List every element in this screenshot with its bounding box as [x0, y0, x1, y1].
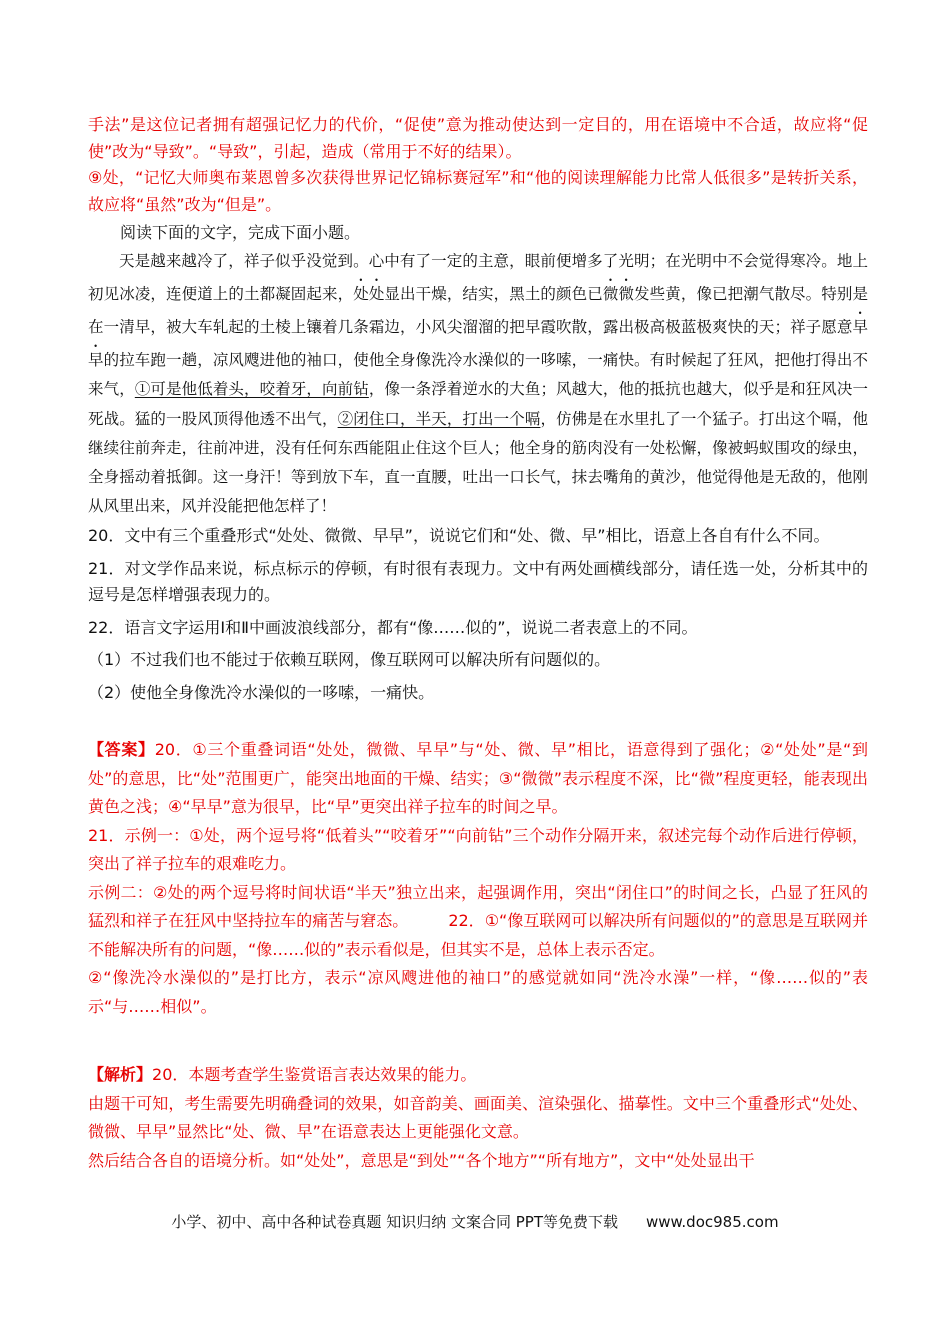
answer-20 [88, 736, 868, 822]
passage-seg: 显出干燥，结实，黑土的颜色已 [384, 284, 603, 303]
answer-section [88, 736, 868, 1021]
passage-seg: ，像一条浮着逆水的大鱼；风越大，他的抵抗也越大，似乎是和狂风决一死战。猛的一股风顶得他透不出气， [88, 380, 868, 428]
passage-seg: 的拉车跑一趟，凉风飕进他的袖口，使他全身像洗冷水澡似的一哆嗦，一痛快。有时候起了狂风，把他打得出不来气， [88, 351, 868, 399]
passage-dotted-zaozao: 早早 [88, 317, 868, 370]
passage-dotted-chuchu: 处处 [353, 284, 385, 303]
passage-underline-2: ②闭住口，半天，打出一个嗝 [337, 409, 541, 428]
analysis-label: 【解析】 [88, 1065, 153, 1085]
analysis-line1-text: 20．本题考查学生鉴赏语言表达效果的能力。 [152, 1065, 477, 1085]
analysis-line2: 由题干可知，考生需要先明确叠词的效果，如音韵美、画面美、渲染强化、描摹性。文中三个重叠形式“处处、微微、早早”显然比“处、微、早”在语意表达上更能强化文意。 [88, 1093, 868, 1142]
footer-site-link[interactable]: www.doc985.com [645, 1213, 779, 1231]
prev-answer-line2: ⑨处，“记忆大师奥布莱恩曾多次获得世界记忆锦标赛冠军”和“他的阅读理解能力比常人低很多”是转折关系，故应将“虽然”改为“但是”。 [88, 168, 868, 214]
answer-21-example-1: 21．示例一：①处，两个逗号将“低着头”“咬着牙”“向前钻”三个动作分隔开来，叙述完每个动作后进行停顿，突出了祥子拉车的艰难吃力。 [88, 825, 868, 874]
footer-text: 小学、初中、高中各种试卷真题 知识归纳 文案合同 PPT等免费下载 [171, 1213, 618, 1231]
passage-seg: ，仿佛是在水里扎了一个猛子。打出这个嗝，他继续往前奔走，往前冲进，没有任何东西能阻止住这个巨人；他全身的筋肉没有一处松懈，像被蚂蚁围攻的绿虫，全身摇动着抵御。这一身汗！等到放下车，直一直腰，吐出一口长气，抹去嘴角的黄沙，他觉得他是无敌的，他刚从风里出来，风并没能把他怎样了！ [88, 409, 868, 516]
page-footer [0, 1211, 950, 1232]
passage-dotted-weiwei: 微微 [602, 284, 635, 303]
passage-seg: 天是越来越冷了，祥子似乎没觉到。心中有了一定的主意，眼前便增多了光明；在光明中不会觉得寒冷。地上初见冰凌，连便道上的土都凝固起来， [88, 251, 868, 303]
reading-instruction: 阅读下面的文字，完成下面小题。 [120, 223, 361, 242]
prev-answer-line1: 手法”是这位记者拥有超强记忆力的代价，“促使”意为推动使达到一定目的，用在语境中不合适，故应将“促使”改为“导致”。“导致”，引起，造成（常用于不好的结果）。 [88, 115, 868, 161]
analysis-line3: 然后结合各自的语境分析。如“处处”，意思是“到处”“各个地方”“所有地方”，文中“处处显出干 [88, 1150, 755, 1170]
passage-seg: 发些黄，像已把潮气散尽。特别是在一清早，被大车轧起的土棱上镶着几条霜边，小风尖溜溜的把早霞吹散，露出极高极蓝极爽快的天；祥子愿意 [88, 284, 868, 336]
previous-answer [88, 112, 868, 218]
answer-22-part-1: 22．①“像互联网可以解决所有问题似的”的意思是互联网并不能解决所有的问题，“像……似的”表示看似是，但其实不是，总体上表示否定。 [88, 911, 868, 959]
answer-label: 【答案】 [88, 740, 155, 760]
question-22-item-1: （1）不过我们也不能过于依赖互联网，像互联网可以解决所有问题似的。 [88, 650, 611, 670]
answer-21-example-2 [88, 879, 868, 965]
questions [88, 523, 868, 706]
analysis-line1 [88, 1061, 868, 1090]
reading-passage [88, 247, 868, 522]
answer-20-text: 20．①三个重叠词语“处处，微微、早早”与“处、微、早”相比，语意得到了强化；②“处处”是“到处”的意思，比“处”范围更广，能突出地面的干燥、结实；③“微微”表示程度不深，比“微”程度更轻，能表现出黄色之浅；④“早早”意为很早，比“早”更突出祥子拉车的时间之早。 [88, 740, 868, 817]
question-20: 20．文中有三个重叠形式“处处、微微、早早”，说说它们和“处、微、早”相比，语意上各自有什么不同。 [88, 526, 830, 546]
question-22-item-2: （2）使他全身像洗冷水澡似的一哆嗦，一痛快。 [88, 682, 435, 702]
analysis-section [88, 1061, 868, 1175]
page-content [88, 112, 868, 1175]
question-21: 21．对文学作品来说，标点标示的停顿，有时很有表现力。文中有两处画横线部分，请任选一处，分析其中的逗号是怎样增强表现力的。 [88, 558, 868, 605]
passage-underline-1: ①可是他低着头，咬着牙，向前钻 [134, 380, 369, 399]
question-22: 22．语言文字运用Ⅰ和Ⅱ中画波浪线部分，都有“像……似的”，说说二者表意上的不同。 [88, 617, 698, 637]
answer-21-example-2-text: 示例二：②处的两个逗号将时间状语“半天”独立出来，起强调作用，突出“闭住口”的时间之长，凸显了狂风的猛烈和祥子在狂风中坚持拉车的痛苦与窘态。 [88, 882, 868, 931]
answer-22-part-2: ②“像洗冷水澡似的”是打比方，表示“凉风飕进他的袖口”的感觉就如同“洗冷水澡”一样，“像……似的”表示“与……相似”。 [88, 968, 868, 1016]
